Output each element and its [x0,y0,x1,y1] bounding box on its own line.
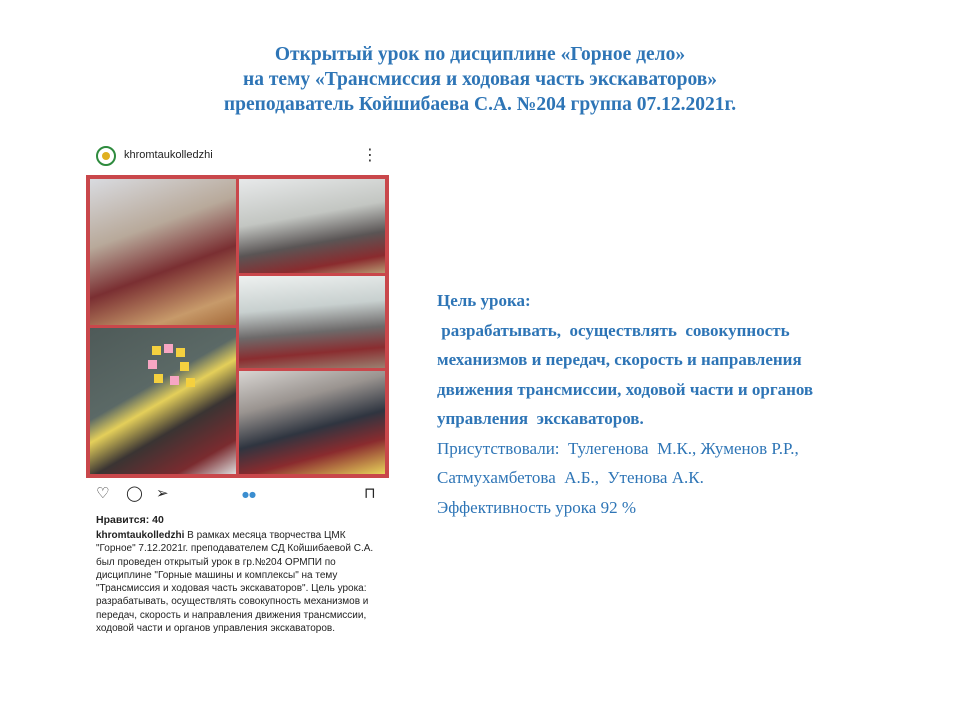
classroom-photo-1 [90,179,236,325]
title-line-3: преподаватель Койшибаева С.А. №204 группа 07.12.2021г. [223,94,737,115]
photo-collage[interactable] [86,175,389,478]
more-vertical-icon[interactable]: ⋮ [362,145,378,164]
classroom-photo-4 [90,328,236,474]
caption-username[interactable]: khromtaukolledzhi [96,530,185,541]
likes-count[interactable]: Нравится: 40 [96,514,164,526]
share-icon[interactable]: ➢ [156,484,169,502]
post-caption [96,529,386,635]
page-title [0,42,960,117]
goal-line-4: управления экскаваторов. [437,409,644,428]
attended-line-2: Сатмухамбетова А.Б., Утенова А.К. [437,468,704,487]
post-username[interactable]: khromtaukolledzhi [124,149,213,161]
instagram-post [86,142,392,667]
title-line-2: на тему «Трансмиссия и ходовая часть экскаваторов» [242,69,718,90]
goal-line-3: движения трансмиссии, ходовой части и органов [437,379,814,399]
classroom-photo-3 [239,276,385,368]
goal-heading: Цель урока: [437,291,531,310]
avatar[interactable] [96,146,116,166]
caption-text: В рамках месяца творчества ЦМК "Горное" 7.12.2021г. преподавателем СД Койшибаевой С.А. был проведен открытый урок в гр.№204 ОРМПИ по дисциплине "Горные машины и комплексы" на тему "Трансмиссия и ходовая часть экскаваторов". Цель урока: разрабатывать, осуществлять совокупность механизмов и передач, скорость и направления движения трансмиссии, ходовой части и органов управления экскаваторов. [96,530,374,635]
title-line-1: Открытый урок по дисциплине «Горное дело» [274,44,686,65]
comment-icon[interactable]: ◯ [126,484,143,502]
classroom-photo-5 [239,371,385,474]
goal-line-2: механизмов и передач, скорость и направления [437,350,802,369]
carousel-dots: ●● [242,490,256,499]
attended-line-1: Присутствовали: Тулегенова М.К., Жуменов Р.Р., [437,438,799,458]
goal-line-1: разрабатывать, осуществлять совокупность [437,320,790,340]
heart-icon[interactable]: ♡ [96,484,110,502]
classroom-photo-2 [239,179,385,273]
post-header [96,146,386,170]
lesson-goal-block [437,286,927,522]
efficiency-line: Эффективность урока 92 % [437,497,636,517]
post-actions [96,484,386,504]
bookmark-icon[interactable]: ⊓ [364,484,376,502]
